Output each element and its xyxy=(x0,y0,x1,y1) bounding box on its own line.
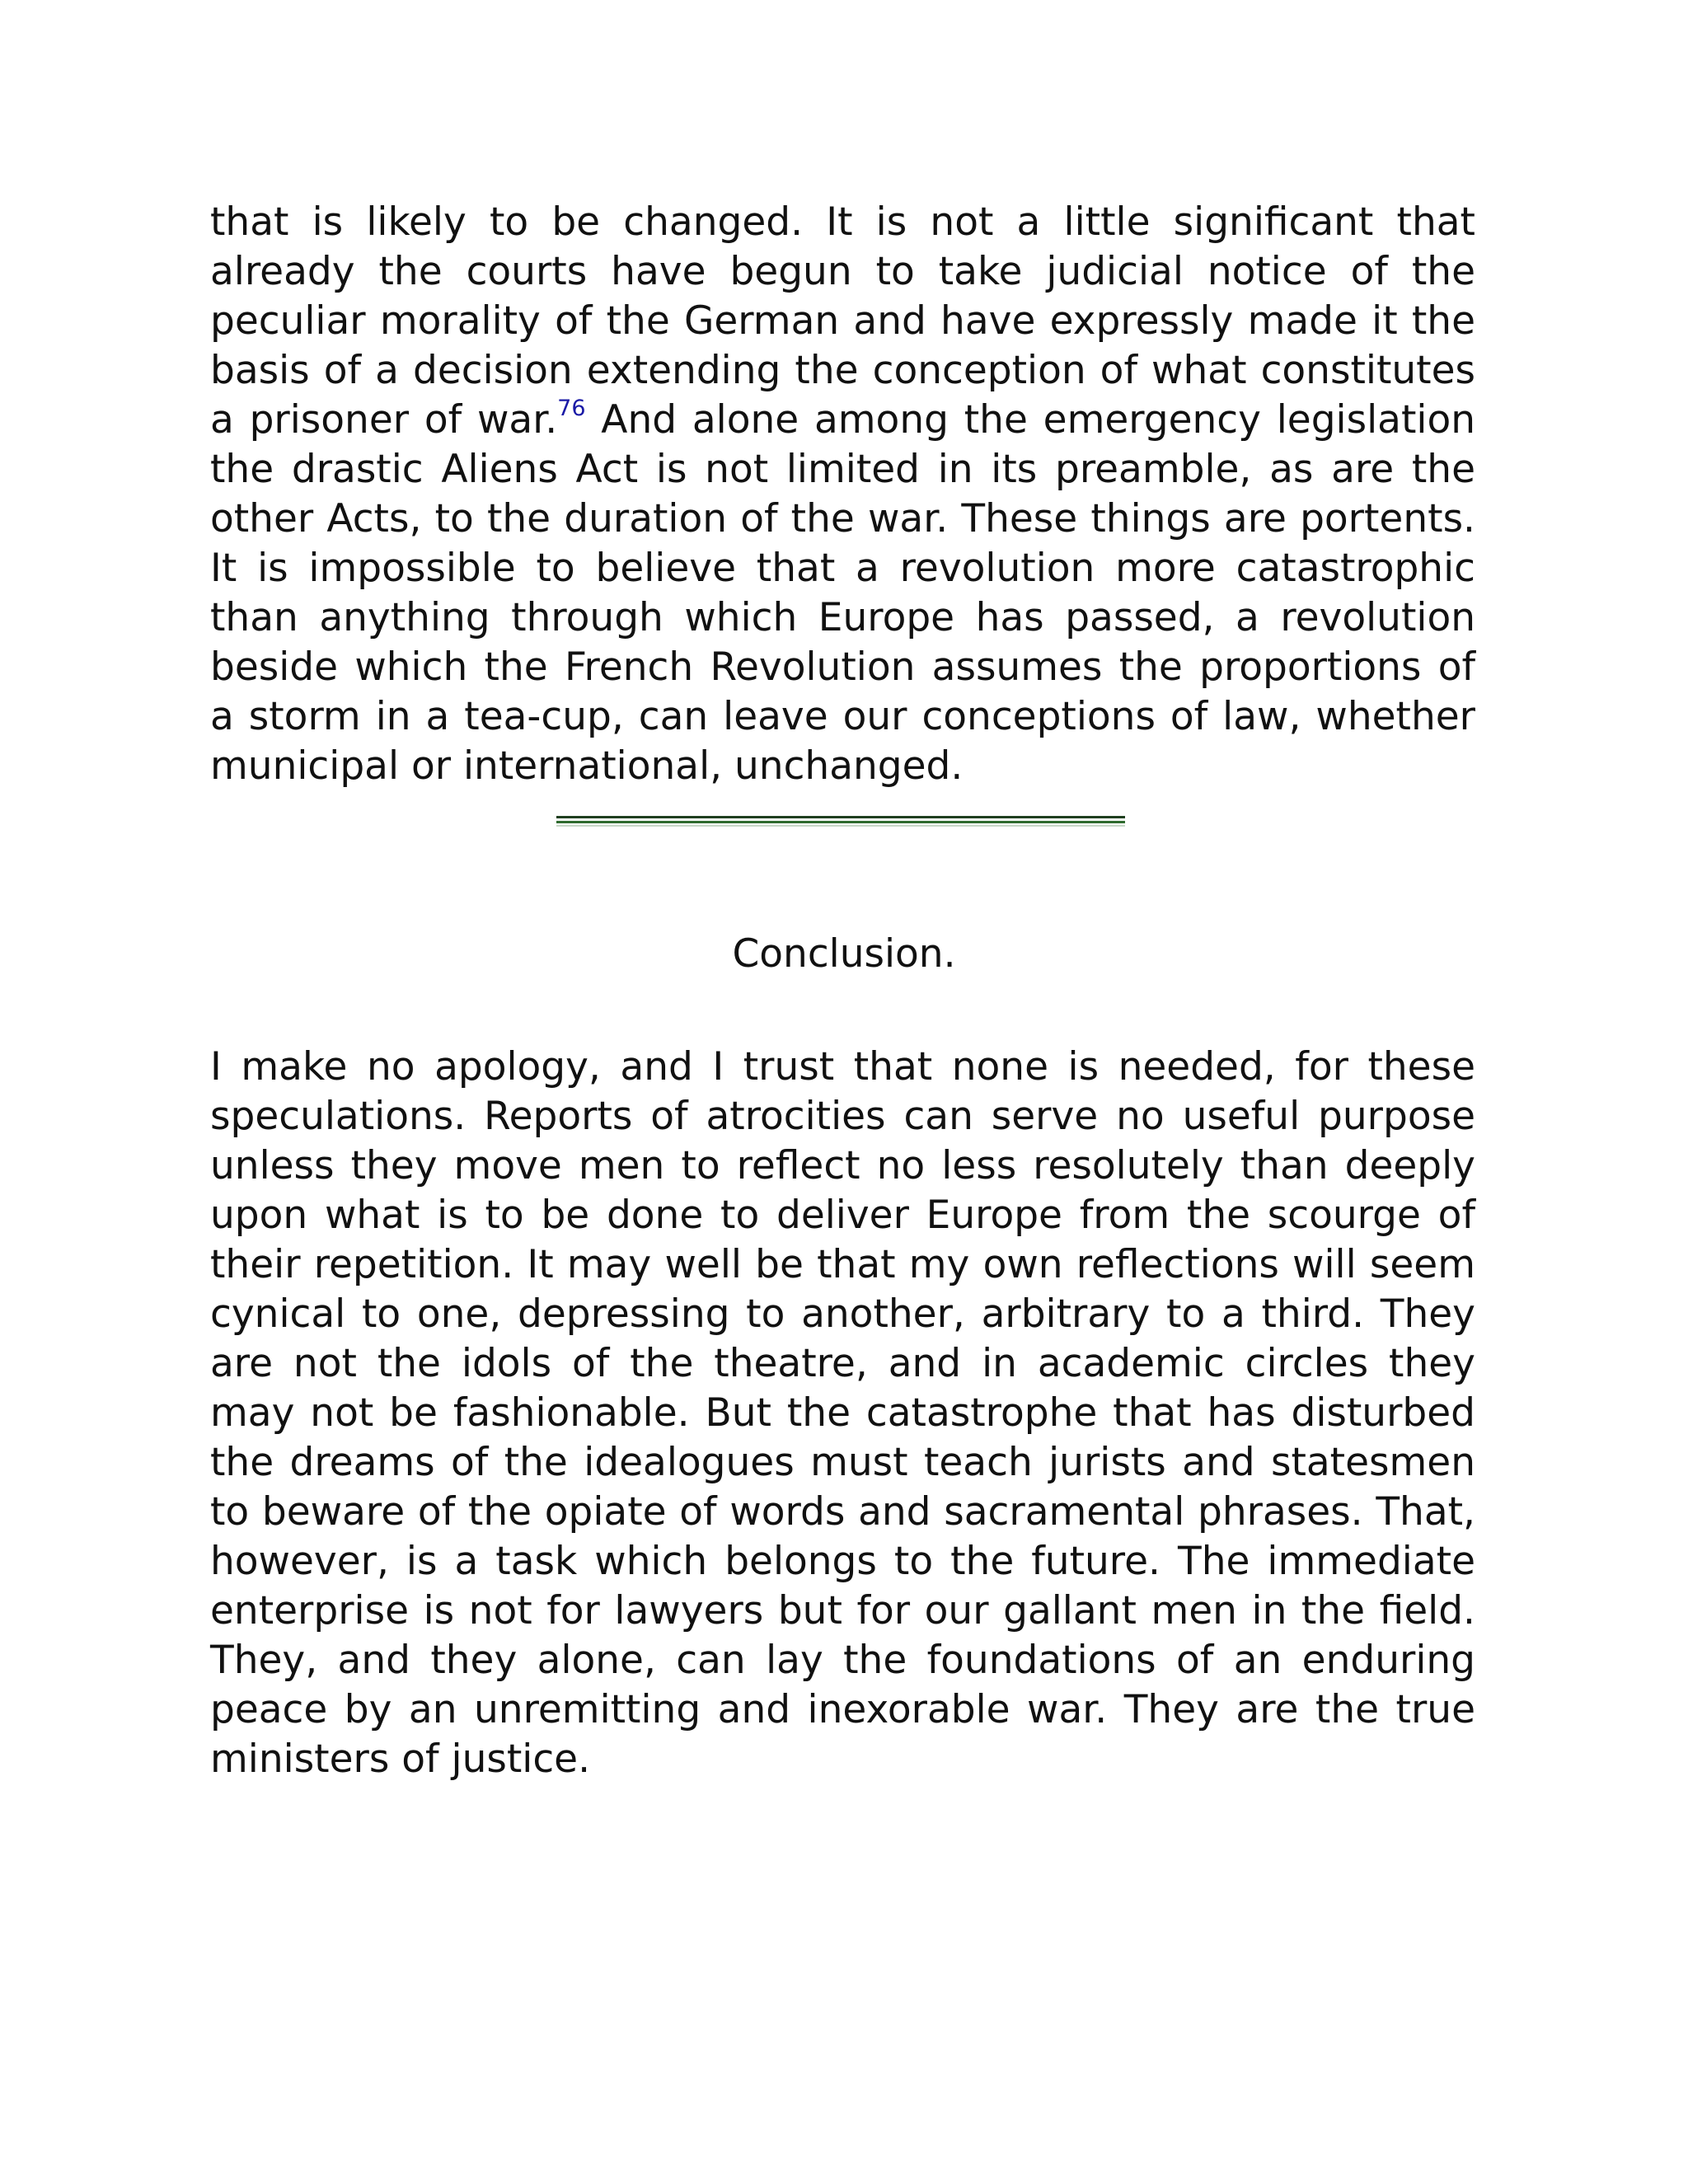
section-heading-conclusion: Conclusion. xyxy=(732,931,956,977)
paragraph-intro xyxy=(210,198,1475,791)
paragraph-conclusion: I make no apology, and I trust that none is needed, for these speculations. Reports of atrocities can serve no useful purpose unless they move men to reflect no less resolutely than deeply upon what is to be done to deliver Europe from the scourge of their repetition. It may well be that my own reflections will seem cynical to one, depressing to another, arbitrary to a third. They are not the idols of the theatre, and in academic circles they may not be fashionable. But the catastrophe that has disturbed the dreams of the idealogues must teach jurists and statesmen to beware of the opiate of words and sacramental phrases. That, however, is a task which belongs to the future. The immediate enterprise is not for lawyers but for our gallant men in the field. They, and they alone, can lay the foundations of an enduring peace by an unremitting and inexorable war. They are the true ministers of justice. xyxy=(210,1044,1475,1782)
paragraph-intro-text-continued: And alone among the emergency legislation the drastic Aliens Act is not limited in its preamble, as are the other Acts, to the duration of the war. These things are portents. It is impossible to believe that a revolution more catastrophic than anything through which Europe has passed, a revolution beside which the French Revolution assumes the proportions of a storm in a tea-cup, can leave our conceptions of law, whether municipal or international, unchanged. xyxy=(210,397,1475,789)
page-body xyxy=(210,198,1475,791)
paragraph-intro-text: that is likely to be changed. It is not a little significant that already the courts have begun to take judicial notice of the peculiar morality of the German and have expressly made it the basis of a decision extending the conception of what constitutes a prisoner of war. xyxy=(210,199,1475,443)
footnote-link[interactable]: 76 xyxy=(557,396,586,422)
conclusion-body xyxy=(210,1043,1475,1784)
section-divider xyxy=(556,816,1125,827)
